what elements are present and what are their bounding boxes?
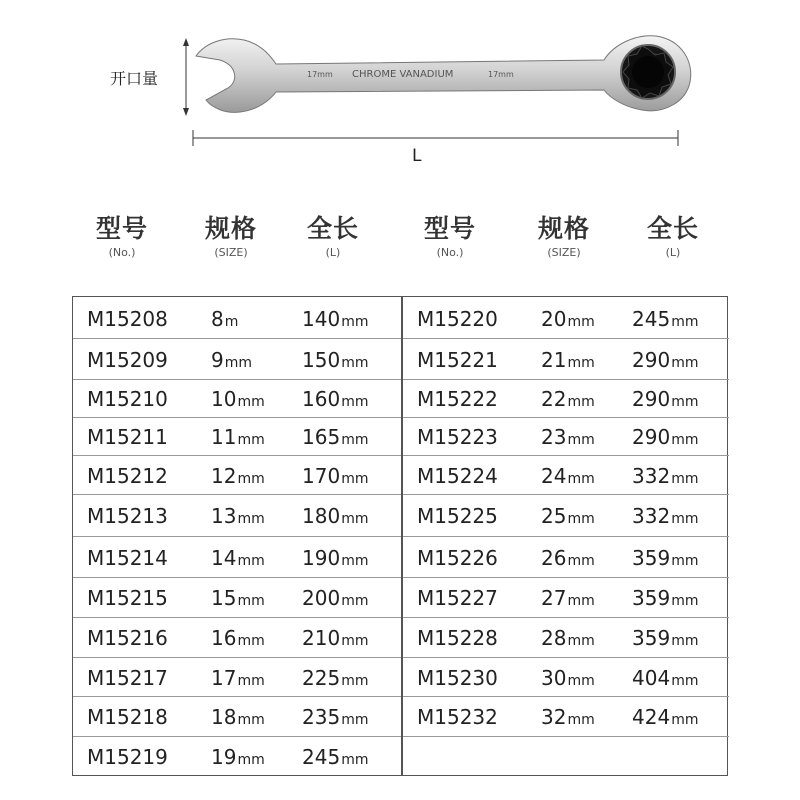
length-cell: [302, 536, 368, 577]
length-cell-value: 140: [302, 307, 341, 331]
size-cell: [541, 736, 542, 775]
header-subtitle: (L): [325, 246, 341, 259]
size-cell: [211, 494, 265, 536]
table-row: [73, 577, 401, 618]
size-cell: [541, 338, 595, 379]
model-cell: [417, 455, 498, 494]
header-title: 规格: [537, 214, 590, 243]
size-cell-value: 28: [541, 626, 567, 650]
size-cell: [211, 536, 265, 577]
length-cell-value: 245: [632, 307, 671, 331]
size-cell-value: 21: [541, 348, 567, 372]
length-cell-unit: mm: [671, 633, 699, 649]
length-cell: [632, 736, 633, 775]
length-cell-unit: mm: [341, 511, 369, 527]
size-cell-value: 14: [211, 546, 237, 570]
size-cell: [541, 696, 595, 736]
header-title: 规格: [204, 214, 257, 243]
size-cell-unit: mm: [237, 633, 265, 649]
length-cell-value: 245: [302, 745, 341, 769]
length-cell: [632, 577, 698, 617]
model-cell: [417, 338, 498, 379]
table-row: [73, 736, 401, 775]
header-size: [176, 214, 286, 262]
wrench-diagram: [0, 0, 800, 180]
size-cell-unit: mm: [237, 593, 265, 609]
size-cell: [211, 379, 265, 417]
size-cell: [211, 577, 265, 617]
length-cell-value: 359: [632, 626, 671, 650]
size-cell: [541, 297, 595, 338]
model-cell-value: M15213: [87, 504, 168, 528]
size-cell-unit: mm: [567, 633, 595, 649]
length-cell-value: 190: [302, 546, 341, 570]
size-cell-value: 13: [211, 504, 237, 528]
header-subtitle: (SIZE): [547, 246, 581, 259]
length-cell: [632, 657, 698, 696]
opening-size-label: 开口量: [110, 69, 159, 88]
length-cell-unit: mm: [341, 432, 369, 448]
wrench-size-right: 17mm: [488, 70, 514, 79]
model-cell: [417, 657, 498, 696]
model-cell-value: M15219: [87, 745, 168, 769]
wrench-size-left: 17mm: [307, 70, 333, 79]
model-cell-value: M15226: [417, 546, 498, 570]
size-cell: [541, 577, 595, 617]
model-cell-value: M15224: [417, 464, 498, 488]
size-cell-unit: mm: [567, 432, 595, 448]
length-cell: [302, 696, 368, 736]
size-cell-unit: mm: [567, 394, 595, 410]
size-cell-value: 20: [541, 307, 567, 331]
size-cell-unit: mm: [567, 593, 595, 609]
table-row: [73, 617, 401, 658]
length-cell-value: 165: [302, 425, 341, 449]
length-cell-unit: mm: [671, 593, 699, 609]
table-row: [73, 696, 401, 737]
header-model: [395, 214, 505, 262]
size-cell-value: 15: [211, 586, 237, 610]
model-cell-value: M15225: [417, 504, 498, 528]
size-cell-value: 32: [541, 705, 567, 729]
header-subtitle: (SIZE): [214, 246, 248, 259]
size-cell-unit: mm: [567, 553, 595, 569]
length-cell-value: 404: [632, 666, 671, 690]
length-cell: [632, 417, 698, 455]
header-title: 全长: [306, 214, 359, 243]
table-row: [403, 417, 729, 456]
length-cell-unit: mm: [341, 752, 369, 768]
wrench-illustration: [0, 0, 800, 180]
length-cell-value: 225: [302, 666, 341, 690]
table-row: [403, 657, 729, 697]
size-cell-unit: mm: [237, 432, 265, 448]
length-label: L: [412, 146, 422, 166]
size-cell-value: 30: [541, 666, 567, 690]
header-title: 型号: [95, 214, 148, 243]
size-cell-value: 23: [541, 425, 567, 449]
length-cell-unit: mm: [671, 511, 699, 527]
size-cell-unit: mm: [237, 712, 265, 728]
model-cell: [87, 696, 168, 736]
model-cell-value: M15210: [87, 387, 168, 411]
model-cell: [87, 657, 168, 696]
table-row: [403, 577, 729, 618]
length-cell: [302, 577, 368, 617]
size-cell-value: 12: [211, 464, 237, 488]
header-subtitle: (No.): [108, 246, 136, 259]
model-cell-value: M15220: [417, 307, 498, 331]
length-cell-unit: mm: [671, 553, 699, 569]
model-cell: [87, 536, 168, 577]
model-cell: [417, 577, 498, 617]
size-cell-unit: mm: [567, 673, 595, 689]
model-cell-value: M15216: [87, 626, 168, 650]
model-cell-value: M15232: [417, 705, 498, 729]
length-cell-unit: mm: [671, 673, 699, 689]
length-cell-value: 290: [632, 348, 671, 372]
model-cell: [87, 577, 168, 617]
length-cell: [632, 696, 698, 736]
header-subtitle: (No.): [436, 246, 464, 259]
length-cell-value: 290: [632, 425, 671, 449]
table-row: [73, 379, 401, 418]
table-row: [403, 736, 729, 775]
model-cell-value: M15217: [87, 666, 168, 690]
length-cell-value: 170: [302, 464, 341, 488]
length-cell-value: 150: [302, 348, 341, 372]
length-cell-unit: mm: [341, 673, 369, 689]
model-cell: [87, 494, 168, 536]
length-cell: [632, 617, 698, 657]
size-cell-value: 17: [211, 666, 237, 690]
header-title: 全长: [646, 214, 699, 243]
size-cell-unit: mm: [567, 471, 595, 487]
header-title: 型号: [423, 214, 476, 243]
length-cell-value: 359: [632, 586, 671, 610]
size-cell-unit: m: [224, 314, 239, 330]
table-row: [73, 338, 401, 380]
model-cell-value: M15218: [87, 705, 168, 729]
table-row: [73, 417, 401, 456]
opening-dimension-arrow: [183, 38, 189, 116]
model-cell: [417, 417, 498, 455]
size-cell-value: 22: [541, 387, 567, 411]
length-cell: [302, 417, 368, 455]
length-cell-value: 332: [632, 464, 671, 488]
length-cell: [632, 455, 698, 494]
size-cell-value: 11: [211, 425, 237, 449]
size-cell-value: 9: [211, 348, 224, 372]
length-cell-unit: mm: [671, 712, 699, 728]
table-row: [73, 657, 401, 697]
size-cell: [541, 455, 595, 494]
spec-table-right: [401, 297, 729, 775]
length-cell-value: 210: [302, 626, 341, 650]
length-cell: [302, 657, 368, 696]
model-cell: [417, 297, 498, 338]
size-cell-unit: mm: [567, 712, 595, 728]
size-cell: [211, 417, 265, 455]
length-cell: [302, 338, 368, 379]
length-cell-value: 359: [632, 546, 671, 570]
model-cell-value: M15230: [417, 666, 498, 690]
length-cell-unit: mm: [341, 314, 369, 330]
length-cell-value: 200: [302, 586, 341, 610]
model-cell-value: M15221: [417, 348, 498, 372]
length-cell-value: 290: [632, 387, 671, 411]
table-row: [403, 617, 729, 658]
table-row: [73, 494, 401, 537]
length-cell: [632, 338, 698, 379]
model-cell-value: M15223: [417, 425, 498, 449]
size-cell-unit: mm: [237, 673, 265, 689]
size-cell-value: 24: [541, 464, 567, 488]
length-cell-value: 424: [632, 705, 671, 729]
table-row: [403, 338, 729, 380]
length-cell-unit: mm: [341, 593, 369, 609]
size-cell: [211, 736, 265, 775]
size-cell: [541, 617, 595, 657]
size-cell-unit: mm: [567, 314, 595, 330]
header-model: [67, 214, 177, 262]
length-cell: [302, 494, 368, 536]
header-size: [509, 214, 619, 262]
spec-table-left: [73, 297, 401, 775]
model-cell: [87, 379, 168, 417]
size-cell-unit: mm: [567, 511, 595, 527]
length-cell-unit: mm: [341, 633, 369, 649]
model-cell: [417, 379, 498, 417]
size-cell: [541, 657, 595, 696]
size-cell: [211, 657, 265, 696]
length-cell-unit: mm: [671, 355, 699, 371]
length-cell: [302, 379, 368, 417]
model-cell: [417, 536, 498, 577]
table-row: [403, 297, 729, 339]
model-cell-value: M15222: [417, 387, 498, 411]
size-cell: [541, 536, 595, 577]
size-cell-unit: mm: [237, 471, 265, 487]
table-row: [403, 536, 729, 578]
table-row: [73, 455, 401, 495]
size-cell-value: 27: [541, 586, 567, 610]
size-cell-value: 19: [211, 745, 237, 769]
model-cell-value: M15208: [87, 307, 168, 331]
model-cell: [87, 417, 168, 455]
header-subtitle: (L): [665, 246, 681, 259]
size-cell-unit: mm: [237, 752, 265, 768]
size-cell-value: 8: [211, 307, 224, 331]
length-cell: [302, 617, 368, 657]
length-cell-unit: mm: [341, 471, 369, 487]
length-dimension-arrow: [193, 130, 678, 146]
model-cell: [417, 494, 498, 536]
table-row: [403, 494, 729, 537]
header-length: [278, 214, 388, 262]
spec-table: [72, 296, 728, 776]
length-cell-value: 235: [302, 705, 341, 729]
table-row: [73, 536, 401, 578]
size-cell: [211, 338, 252, 379]
size-cell-value: 10: [211, 387, 237, 411]
size-cell: [541, 494, 595, 536]
length-cell-unit: mm: [671, 432, 699, 448]
model-cell-value: M15209: [87, 348, 168, 372]
length-cell: [632, 297, 698, 338]
model-cell-value: M15227: [417, 586, 498, 610]
length-cell: [302, 736, 368, 775]
model-cell: [417, 617, 498, 657]
length-cell-unit: mm: [671, 471, 699, 487]
table-row: [403, 696, 729, 737]
size-cell-value: 18: [211, 705, 237, 729]
table-row: [403, 379, 729, 418]
length-cell: [302, 455, 368, 494]
table-row: [73, 297, 401, 339]
model-cell-value: M15211: [87, 425, 168, 449]
length-cell-value: 160: [302, 387, 341, 411]
model-cell: [417, 696, 498, 736]
size-cell: [541, 417, 595, 455]
size-cell: [211, 696, 265, 736]
size-cell-unit: mm: [237, 394, 265, 410]
length-cell-unit: mm: [341, 394, 369, 410]
length-cell-unit: mm: [341, 355, 369, 371]
model-cell: [87, 736, 168, 775]
length-cell-value: 180: [302, 504, 341, 528]
table-row: [403, 455, 729, 495]
size-cell: [541, 379, 595, 417]
model-cell-value: M15215: [87, 586, 168, 610]
model-cell-value: M15228: [417, 626, 498, 650]
length-cell-value: 332: [632, 504, 671, 528]
length-cell-unit: mm: [341, 712, 369, 728]
model-cell: [87, 455, 168, 494]
model-cell: [87, 617, 168, 657]
length-cell-unit: mm: [341, 553, 369, 569]
header-length: [618, 214, 728, 262]
size-cell-unit: mm: [224, 355, 253, 371]
size-cell-unit: mm: [237, 511, 265, 527]
length-cell: [302, 297, 368, 338]
size-cell-value: 25: [541, 504, 567, 528]
size-cell-unit: mm: [567, 355, 595, 371]
size-cell-unit: mm: [237, 553, 265, 569]
length-cell-unit: mm: [671, 394, 699, 410]
size-cell: [211, 617, 265, 657]
size-cell-value: 26: [541, 546, 567, 570]
model-cell-value: M15212: [87, 464, 168, 488]
wrench-brand-text: CHROME VANADIUM: [352, 69, 454, 80]
model-cell-value: M15214: [87, 546, 168, 570]
size-cell-value: 16: [211, 626, 237, 650]
model-cell: [87, 297, 168, 338]
model-cell: [87, 338, 168, 379]
size-cell: [211, 455, 265, 494]
length-cell: [632, 536, 698, 577]
size-cell: [211, 297, 238, 338]
length-cell-unit: mm: [671, 314, 699, 330]
length-cell: [632, 379, 698, 417]
length-cell: [632, 494, 698, 536]
